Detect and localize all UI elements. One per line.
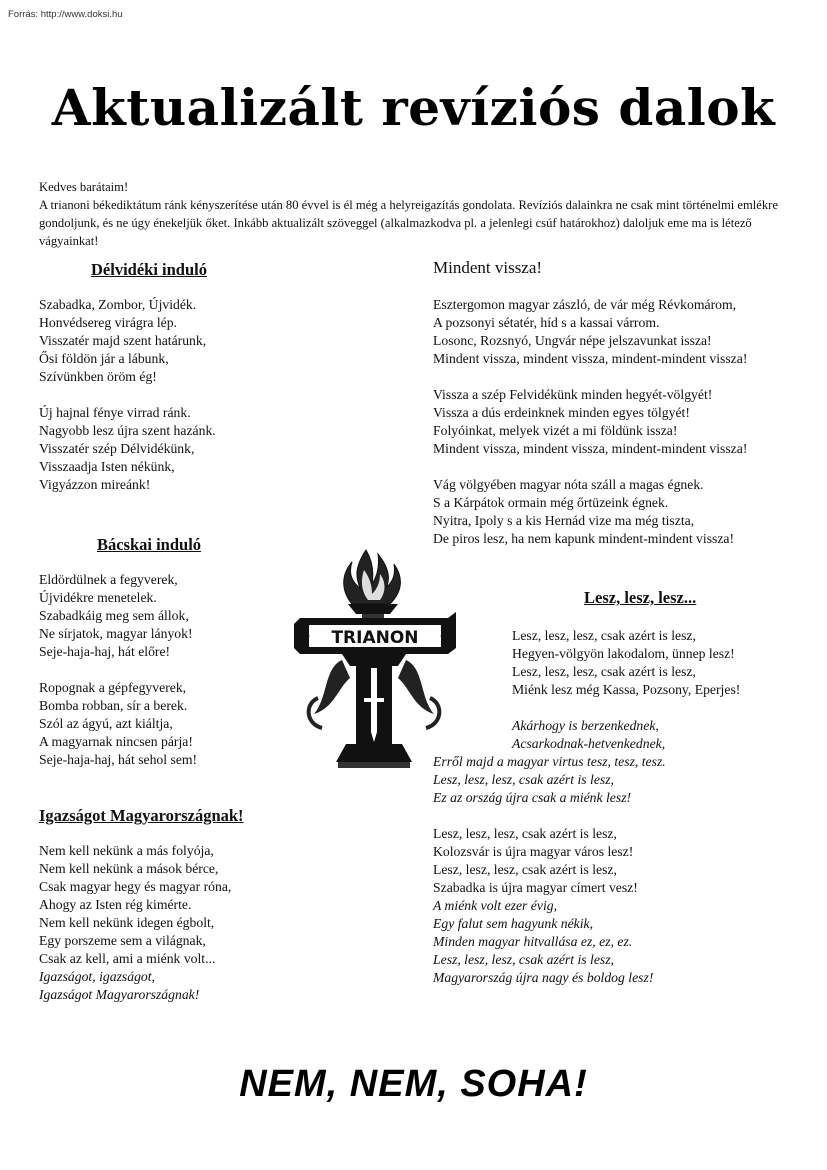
verse-line: Szabadka is újra magyar címert vesz! (433, 880, 638, 895)
stanza (433, 476, 803, 548)
verse-line: Vág völgyében magyar nóta száll a magas égnek. (433, 477, 704, 492)
verse-line: Eldördülnek a fegyverek, (39, 572, 178, 587)
song-delvideki (39, 260, 289, 512)
verse-line: Nem kell nekünk a mások bérce, (39, 861, 219, 876)
verse-line: Hegyen-völgyön lakodalom, ünnep lesz! (512, 646, 735, 661)
verse-line: Seje-haja-haj, hát előre! (39, 644, 171, 659)
verse-line: Nyitra, Ipoly s a kis Hernád vize ma még tiszta, (433, 513, 695, 528)
verse-line: Acsarkodnak-hetvenkednek, (512, 736, 666, 751)
song-bacskai (39, 535, 289, 787)
verse-line: Lesz, lesz, lesz, csak azért is lesz, (433, 826, 617, 841)
footer-slogan: NEM, NEM, SOHA! (239, 1063, 588, 1105)
intro-paragraph: A trianoni békediktátum ránk kényszerítése után 80 évvel is él még a helyreigazítás gondolata. Revíziós dalainkra ne csak mint történelmi emlékre gondoljunk, és ne úgy énekeljük őket. Inkább aktualizált szöveggel (alkalmazkodva pl. a jelenlegi csúf határokhoz) daloljuk eme ma is létező vágyainkat! (39, 198, 778, 248)
verse-line: Szabadkáig meg sem állok, (39, 608, 189, 623)
page-title: Aktualizált revíziós dalok (51, 78, 776, 137)
verse-line: Lesz, lesz, lesz, csak azért is lesz, (512, 664, 696, 679)
verse-line: Esztergomon magyar zászló, de vár még Révkomárom, (433, 297, 737, 312)
stanza (39, 679, 289, 769)
stanza (39, 404, 289, 494)
verse-line: Kolozsvár is újra magyar város lesz! (433, 844, 634, 859)
stanza (39, 296, 289, 386)
verse-line: Bomba robban, sír a berek. (39, 698, 188, 713)
verse-line: Vissza a szép Felvidékünk minden hegyét-völgyét! (433, 387, 713, 402)
song-title-igazsagot: Igazságot Magyarországnak! (39, 806, 244, 825)
verse-line: Igazságot, igazságot, (39, 969, 155, 984)
source-line: Forrás: http://www.doksi.hu (8, 9, 123, 20)
verse-line: Ősi földön jár a lábunk, (39, 351, 169, 366)
verse-line: Visszatér szép Délvidékünk, (39, 441, 195, 456)
spacer (433, 807, 803, 825)
song-title-mindent: Mindent vissza! (433, 258, 543, 277)
verse-line: Szól az ágyú, azt kiáltja, (39, 716, 173, 731)
song-title-delvideki: Délvidéki induló (91, 260, 207, 279)
verse-line: Szívünkben öröm ég! (39, 369, 157, 384)
trianon-emblem (294, 548, 466, 780)
verse-line: Honvédsereg virágra lép. (39, 315, 177, 330)
verse-line: Egy porszeme sem a világnak, (39, 933, 206, 948)
verse-line: Újvidékre menetelek. (39, 590, 157, 605)
verse-line: A pozsonyi sétatér, híd s a kassai várrom. (433, 315, 660, 330)
verse-line: Losonc, Rozsnyó, Ungvár népe jelszavunkat issza! (433, 333, 712, 348)
verse-line: A magyarnak nincsen párja! (39, 734, 193, 749)
song-title-bacskai: Bácskai induló (96, 535, 202, 554)
verse-line: Seje-haja-haj, hát sehol sem! (39, 752, 198, 767)
verse-line: Magyarország újra nagy és boldog lesz! (433, 970, 654, 985)
verse-line: Lesz, lesz, lesz, csak azért is lesz, (433, 772, 614, 787)
verse-line: Lesz, lesz, lesz, csak azért is lesz, (433, 862, 617, 877)
verse-line: S a Kárpátok ormain még őrtüzeink égnek. (433, 495, 669, 510)
verse-line: Vissza a dús erdeinknek minden egyes tölgyét! (433, 405, 690, 420)
verse-line: Új hajnal fénye virrad ránk. (39, 405, 191, 420)
verse-line: Nem kell nekünk a más folyója, (39, 843, 214, 858)
verse-line: De piros lesz, ha nem kapunk mindent-mindent vissza! (433, 531, 735, 546)
verse-line: Lesz, lesz, lesz, csak azért is lesz, (512, 628, 696, 643)
song-lesz-refrain (433, 753, 803, 987)
emblem-text: TRIANON (331, 628, 419, 648)
song-mindent (433, 258, 803, 566)
verse-line: Ez az ország újra csak a miénk lesz! (433, 790, 632, 805)
verse-line: Mindent vissza, mindent vissza, mindent-mindent vissza! (433, 351, 748, 366)
verse-line: Lesz, lesz, lesz, csak azért is lesz, (433, 952, 614, 967)
verse-line: Visszatér majd szent határunk, (39, 333, 207, 348)
intro-text (39, 178, 799, 250)
verse-line: Folyóinkat, melyek vizét a mi földünk issza! (433, 423, 678, 438)
stanza (433, 386, 803, 458)
spacer (512, 699, 812, 717)
verse-line: Miénk lesz még Kassa, Pozsony, Eperjes! (512, 682, 741, 697)
verse-line: Szabadka, Zombor, Újvidék. (39, 297, 197, 312)
verse-line: Csak az kell, ami a miénk volt... (39, 951, 216, 966)
verse-line: A miénk volt ezer évig, (433, 898, 558, 913)
verse-line: Nagyobb lesz újra szent hazánk. (39, 423, 216, 438)
verse-line: Igazságot Magyarországnak! (39, 987, 200, 1002)
verse-line: Mindent vissza, mindent vissza, mindent-mindent vissza! (433, 441, 748, 456)
verse-line: Ropognak a gépfegyverek, (39, 680, 187, 695)
intro-greeting: Kedves barátaim! (39, 180, 129, 194)
verse-line: Akárhogy is berzenkednek, (512, 718, 659, 733)
torch-emblem-icon (294, 548, 466, 780)
verse-line: Erről majd a magyar virtus tesz, tesz, tesz. (433, 754, 666, 769)
verse-line: Ne sírjatok, magyar lányok! (39, 626, 193, 641)
stanza (433, 296, 803, 368)
song-lesz-stanza1 (512, 627, 812, 753)
verse-line: Visszaadja Isten nékünk, (39, 459, 175, 474)
verse-line: Vigyázzon mireánk! (39, 477, 151, 492)
song-igazsagot (39, 806, 309, 1004)
verse-line: Ahogy az Isten rég kimérte. (39, 897, 192, 912)
stanza (39, 571, 289, 661)
verse-line: Csak magyar hegy és magyar róna, (39, 879, 232, 894)
song-title-lesz: Lesz, lesz, lesz... (584, 588, 697, 607)
verse-line: Nem kell nekünk idegen égbolt, (39, 915, 215, 930)
verse-line: Minden magyar hitvallása ez, ez, ez. (433, 934, 633, 949)
verse-line: Egy falut sem hagyunk nékik, (433, 916, 594, 931)
